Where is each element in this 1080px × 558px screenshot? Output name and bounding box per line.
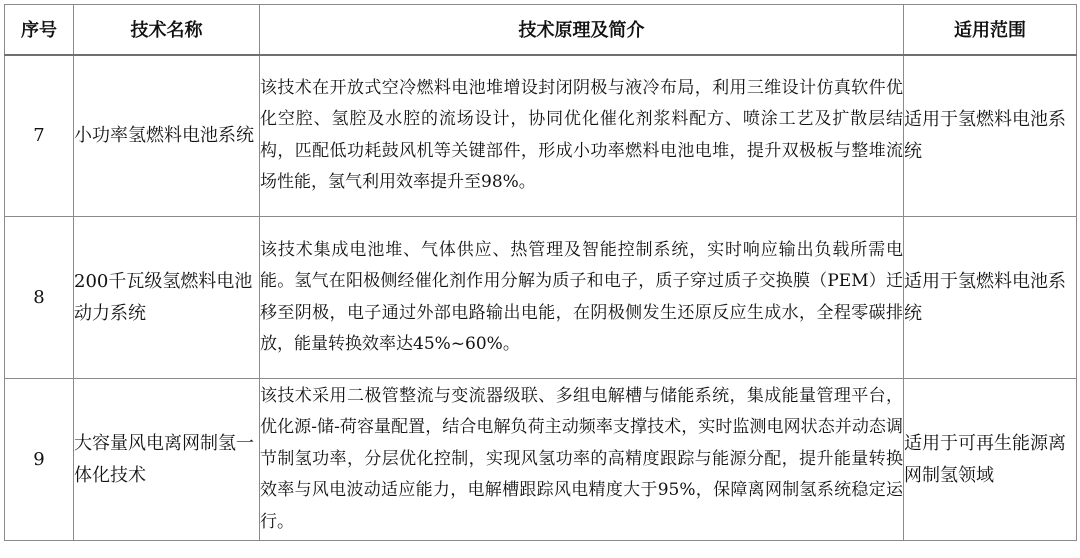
row-description — [260, 55, 904, 217]
table-row — [5, 217, 1077, 379]
row-description — [260, 379, 904, 541]
header-desc: 技术原理及简介 — [260, 5, 904, 55]
row-description-text: 该技术集成电池堆、气体供应、热管理及智能控制系统，实时响应输出负载所需电能。氢气在阳极侧经催化剂作用分解为质子和电子，质子穿过质子交换膜（PEM）迁移至阴极，电子通过外部电路输出电能，在阴极侧发生还原反应生成水，全程零碳排放，能量转换效率达45%~60%。 — [260, 239, 903, 354]
row-description-text: 该技术采用二极管整流与变流器级联、多组电解槽与储能系统，集成能量管理平台，优化源-储-荷容量配置，结合电解负荷主动频率支撑技术，实时监测电网状态并动态调节制氢功率，分层优化控制，实现风氢功率的高精度跟踪与能源分配，提升能量转换效率与风电波动适应能力，电解槽跟踪风电精度大于95%，保障离网制氢系统稳定运行。 — [260, 385, 903, 532]
row-scope: 适用于可再生能源离网制氢领域 — [904, 379, 1077, 541]
row-tech-name: 小功率氢燃料电池系统 — [74, 55, 260, 217]
header-seq: 序号 — [5, 5, 74, 55]
row-description — [260, 217, 904, 379]
table-header — [5, 5, 1077, 55]
row-description-text: 该技术在开放式空冷燃料电池堆增设封闭阴极与液冷布局，利用三维设计仿真软件优化空腔、氢腔及水腔的流场设计，协同优化催化剂浆料配方、喷涂工艺及扩散层结构，匹配低功耗鼓风机等关键部件，形成小功率燃料电池电堆，提升双极板与整堆流场性能，氢气利用效率提升至98%。 — [260, 77, 903, 193]
table-body — [5, 55, 1077, 541]
table-row — [5, 379, 1077, 541]
header-row — [5, 5, 1077, 55]
row-seq: 9 — [5, 379, 74, 541]
row-scope: 适用于氢燃料电池系统 — [904, 217, 1077, 379]
table-row — [5, 55, 1077, 217]
row-tech-name: 200千瓦级氢燃料电池动力系统 — [74, 217, 260, 379]
header-scope: 适用范围 — [904, 5, 1077, 55]
technology-table — [4, 4, 1077, 541]
row-seq: 8 — [5, 217, 74, 379]
header-name: 技术名称 — [74, 5, 260, 55]
row-tech-name: 大容量风电离网制氢一体化技术 — [74, 379, 260, 541]
row-seq: 7 — [5, 55, 74, 217]
row-scope: 适用于氢燃料电池系统 — [904, 55, 1077, 217]
